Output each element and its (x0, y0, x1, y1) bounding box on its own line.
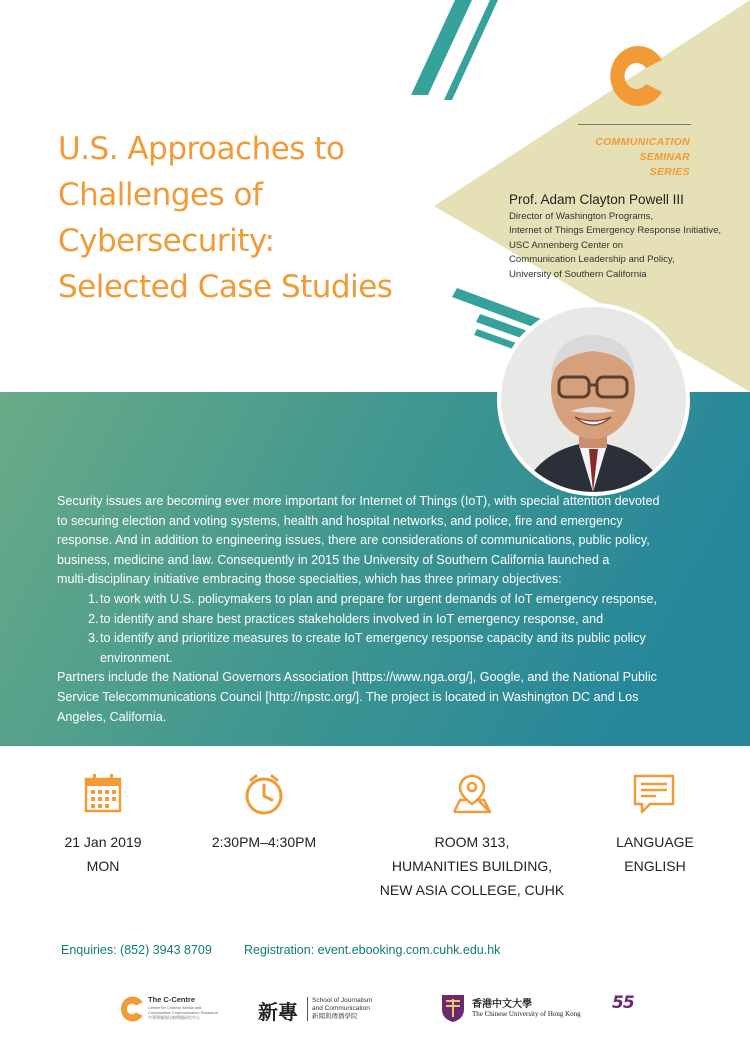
c-centre-subline: Centre for Chinese Media and (148, 1005, 202, 1010)
objective-item (57, 629, 705, 649)
speaker-portrait (497, 303, 690, 496)
objective-text: environment. (100, 650, 173, 665)
description-line: multi-disciplinary initiative embracing those specialties, which has three primary objectives: (57, 572, 562, 587)
affiliation-line: Communication Leadership and Policy, (509, 254, 675, 266)
cuhk-english-name: The Chinese University of Hong Kong (472, 1010, 581, 1018)
objectives-list (57, 590, 705, 668)
c-centre-mark-icon (116, 994, 144, 1024)
event-time (200, 830, 328, 854)
objective-item (57, 610, 705, 630)
event-date (43, 830, 163, 878)
venue-line: HUMANITIES BUILDING, (391, 858, 553, 874)
objective-item (57, 649, 705, 669)
journalism-line: School of Journalism (312, 997, 373, 1004)
description-line: to securing election and voting systems, health and hospital networks, and police, fire and emergency (57, 513, 623, 528)
description-line: Security issues are becoming ever more important for Internet of Things (IoT), with special attention devoted (57, 494, 660, 508)
c-logo-icon (600, 40, 664, 112)
c-centre-logo (116, 994, 236, 1026)
speaker-name: Prof. Adam Clayton Powell III (509, 192, 684, 207)
description (57, 492, 705, 727)
event-language (600, 830, 710, 878)
portrait-illustration (501, 307, 686, 492)
journalism-text (312, 997, 372, 1021)
clock-icon (242, 772, 286, 816)
journalism-mark: 新專 (258, 1000, 298, 1024)
journalism-school-logo (258, 995, 398, 1025)
affiliation-line: Director of Washington Programs, (509, 211, 654, 222)
description-line: Angeles, California. (57, 709, 167, 724)
objective-text: to identify and prioritize measures to create IoT emergency response capacity and its public policy (100, 631, 646, 646)
title-line: Cybersecurity: (58, 223, 275, 259)
venue-line: ROOM 313, (434, 834, 510, 850)
event-venue (372, 830, 572, 902)
map-pin-icon (450, 772, 494, 816)
description-line: Service Telecommunications Council [http://npstc.org/]. The project is located in Washington DC and Los (57, 689, 639, 704)
cuhk-logo (440, 993, 610, 1025)
series-label (570, 135, 690, 180)
weekday-line: MON (86, 858, 120, 874)
registration-link[interactable]: Registration: event.ebooking.com.cuhk.edu.hk (244, 943, 501, 957)
c-centre-name: The C-Centre (148, 995, 196, 1004)
journalism-line: 新聞與傳播學院 (312, 1013, 358, 1020)
affiliation-line: University of Southern California (509, 268, 647, 280)
journalism-divider (307, 997, 308, 1021)
time-line: 2:30PM–4:30PM (211, 834, 317, 850)
language-label: LANGUAGE (616, 834, 694, 850)
series-line: COMMUNICATION (595, 136, 690, 148)
objective-item (57, 590, 705, 610)
title-line: U.S. Approaches to (58, 131, 345, 167)
journalism-line: and Communication (312, 1005, 370, 1012)
date-line: 21 Jan 2019 (64, 834, 142, 850)
c-centre-subline: 中華傳媒與比較傳播研究中心 (148, 1015, 200, 1020)
c-centre-subtitle (148, 1005, 218, 1020)
objective-number: 2. (88, 611, 99, 626)
venue-line: NEW ASIA COLLEGE, CUHK (379, 882, 565, 898)
cuhk-crest-icon (440, 993, 466, 1023)
c-centre-subline: Comparative Communication Research (148, 1010, 218, 1015)
series-divider (578, 124, 691, 125)
enquiries-phone: Enquiries: (852) 3943 8709 (61, 943, 212, 957)
title-line: Selected Case Studies (58, 269, 393, 305)
chat-icon (632, 772, 676, 816)
objective-text: to work with U.S. policymakers to plan and prepare for urgent demands of IoT emergency response, (100, 591, 657, 606)
affiliation-line: Internet of Things Emergency Response Initiative, (509, 225, 722, 237)
anniversary-number: 55 (612, 993, 634, 1013)
description-line: Partners include the National Governors Association [https://www.nga.org/], Google, and the National Public (57, 670, 657, 685)
affiliation-line: USC Annenberg Center on (509, 239, 624, 251)
objective-number: 3. (88, 631, 99, 646)
cuhk-chinese-name: 香港中文大學 (472, 999, 532, 1010)
description-line: business, medicine and law. Consequently in 2015 the University of Southern California launched a (57, 552, 610, 567)
series-line: SEMINAR (639, 151, 690, 163)
anniversary-badge (612, 993, 636, 1023)
objective-number: 1. (88, 591, 99, 606)
series-line: SERIES (649, 166, 690, 178)
objective-text: to identify and share best practices stakeholders involved in IoT emergency response, and (100, 611, 604, 626)
seminar-title (58, 126, 418, 310)
language-value: ENGLISH (624, 858, 686, 874)
title-line: Challenges of (58, 177, 263, 213)
speaker-affiliation (509, 210, 721, 282)
calendar-icon (81, 772, 125, 816)
description-line: response. And in addition to engineering issues, there are considerations of communications, public policy, (57, 533, 650, 548)
